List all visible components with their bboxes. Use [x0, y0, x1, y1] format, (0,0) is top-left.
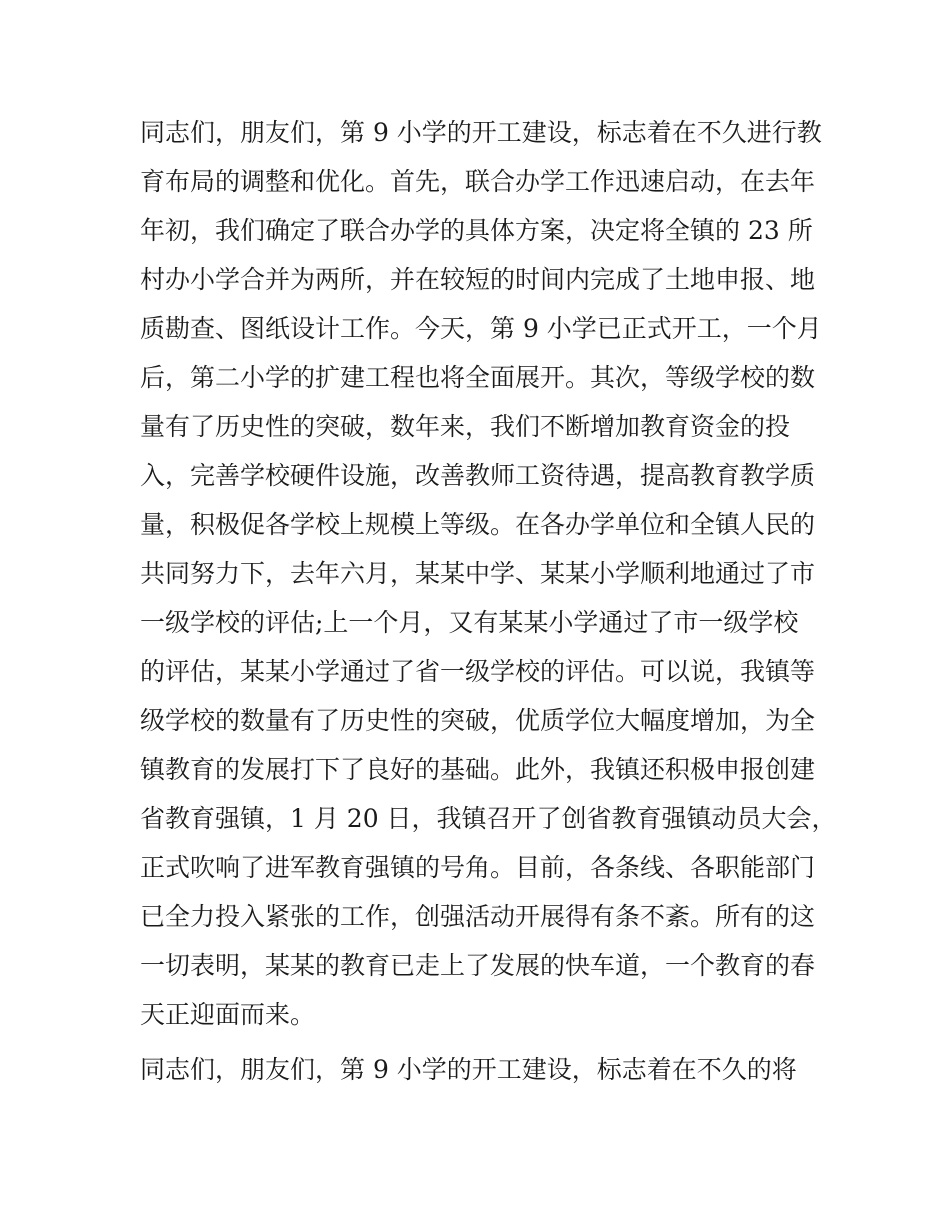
text-line: 共同努力下，去年六月，某某中学、某某小学顺利地通过了市 [140, 559, 816, 588]
text-line: 年初，我们确定了联合办学的具体方案，决定将全镇的 23 所 [140, 216, 813, 245]
text-line: 级学校的数量有了历史性的突破，优质学位大幅度增加，为全 [140, 706, 816, 735]
text-line: 后，第二小学的扩建工程也将全面展开。其次，等级学校的数 [140, 363, 816, 392]
text-line: 省教育强镇，1 月 20 日，我镇召开了创省教育强镇动员大会， [140, 804, 837, 833]
text-line: 天正迎面而来。 [140, 1000, 316, 1029]
text-line: 的评估，某某小学通过了省一级学校的评估。可以说，我镇等 [140, 657, 816, 686]
paragraph [140, 1045, 820, 1094]
text-line: 质勘查、图纸设计工作。今天，第 9 小学已正式开工，一个月 [140, 314, 822, 343]
document-body [140, 108, 837, 1094]
text-line: 镇教育的发展打下了良好的基础。此外，我镇还积极申报创建 [140, 755, 816, 784]
text-line: 同志们，朋友们，第 9 小学的开工建设，标志着在不久的将 [140, 1055, 797, 1084]
text-line: 一切表明，某某的教育已走上了发展的快车道，一个教育的春 [140, 951, 816, 980]
text-line: 一级学校的评估;上一个月，又有某某小学通过了市一级学校 [140, 608, 799, 637]
text-line: 育布局的调整和优化。首先，联合办学工作迅速启动，在去年 [140, 167, 816, 196]
text-line: 量有了历史性的突破，数年来，我们不断增加教育资金的投 [140, 412, 791, 441]
paragraph [140, 108, 837, 1039]
text-line: 已全力投入紧张的工作，创强活动开展得有条不紊。所有的这 [140, 902, 816, 931]
text-line: 量，积极促各学校上规模上等级。在各办学单位和全镇人民的 [140, 510, 816, 539]
text-line: 入，完善学校硬件设施，改善教师工资待遇，提高教育教学质 [140, 461, 816, 490]
text-line: 村办小学合并为两所，并在较短的时间内完成了土地申报、地 [140, 265, 816, 294]
text-line: 同志们，朋友们，第 9 小学的开工建设，标志着在不久进行教 [140, 118, 822, 147]
text-line: 正式吹响了进军教育强镇的号角。目前，各条线、各职能部门 [140, 853, 816, 882]
